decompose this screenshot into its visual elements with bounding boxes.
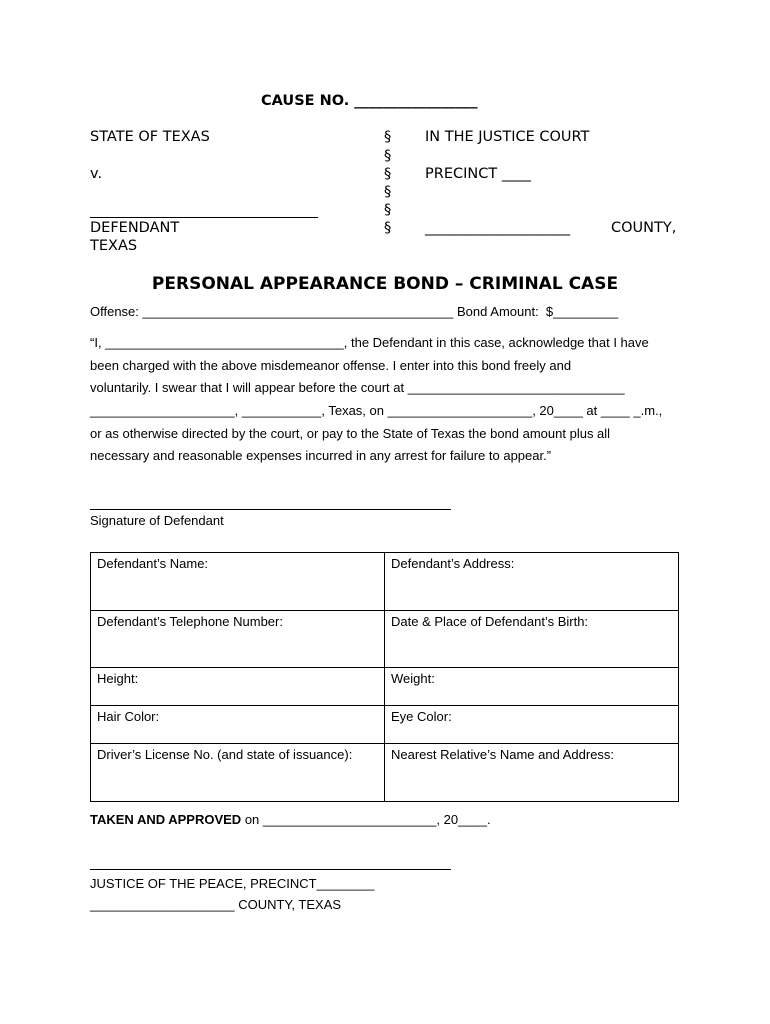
approval-date: on ________________________, 20____. bbox=[241, 812, 491, 827]
texas-label: TEXAS bbox=[90, 238, 138, 254]
court-label: IN THE JUSTICE COURT bbox=[425, 129, 590, 145]
section-mark: § bbox=[384, 202, 392, 218]
table-row bbox=[91, 668, 679, 706]
body-line: or as otherwise directed by the court, or pay to the State of Texas the bond amount plus all bbox=[90, 426, 611, 441]
defendant-blank-line bbox=[90, 217, 318, 218]
justice-signature-line bbox=[90, 869, 451, 870]
body-line: “I, _________________________________, the Defendant in this case, acknowledge that I have bbox=[90, 335, 649, 350]
drivers-license-cell: Driver’s License No. (and state of issuance): bbox=[91, 744, 385, 802]
body-line: voluntarily. I swear that I will appear before the court at ______________________________ bbox=[90, 380, 625, 395]
table-row bbox=[91, 706, 679, 744]
signature-label: Signature of Defendant bbox=[90, 513, 224, 528]
offense-line: Offense: ___________________________________________ Bond Amount: $_________ bbox=[90, 304, 619, 319]
nearest-relative-cell: Nearest Relative’s Name and Address: bbox=[385, 744, 679, 802]
state-label: STATE OF TEXAS bbox=[90, 129, 210, 145]
versus-label: v. bbox=[90, 166, 103, 182]
weight-cell: Weight: bbox=[385, 668, 679, 706]
telephone-cell: Defendant’s Telephone Number: bbox=[91, 611, 385, 668]
county-label: COUNTY, bbox=[611, 220, 677, 236]
section-mark: § bbox=[384, 184, 392, 200]
justice-precinct: JUSTICE OF THE PEACE, PRECINCT________ bbox=[90, 876, 375, 891]
table-row bbox=[91, 553, 679, 611]
defendant-name-cell: Defendant’s Name: bbox=[91, 553, 385, 611]
body-line: been charged with the above misdemeanor offense. I enter into this bond freely and bbox=[90, 358, 572, 373]
hair-color-cell: Hair Color: bbox=[91, 706, 385, 744]
defendant-address-cell: Defendant’s Address: bbox=[385, 553, 679, 611]
document-title: PERSONAL APPEARANCE BOND – CRIMINAL CASE bbox=[151, 274, 619, 294]
approval-label: TAKEN AND APPROVED bbox=[90, 812, 242, 827]
section-mark: § bbox=[384, 148, 392, 164]
cause-number: CAUSE NO. _________________ bbox=[261, 93, 478, 109]
section-mark: § bbox=[384, 220, 392, 236]
county-blank: ____________________ bbox=[425, 220, 570, 236]
body-line: necessary and reasonable expenses incurred in any arrest for failure to appear.” bbox=[90, 448, 552, 463]
eye-color-cell: Eye Color: bbox=[385, 706, 679, 744]
birth-cell: Date & Place of Defendant’s Birth: bbox=[385, 611, 679, 668]
height-cell: Height: bbox=[91, 668, 385, 706]
table-row bbox=[91, 744, 679, 802]
section-mark: § bbox=[384, 129, 392, 145]
justice-county: ____________________ COUNTY, TEXAS bbox=[90, 897, 342, 912]
section-mark: § bbox=[384, 166, 392, 182]
signature-line bbox=[90, 509, 451, 510]
table-row bbox=[91, 611, 679, 668]
approval-line bbox=[90, 812, 491, 827]
defendant-info-table bbox=[90, 552, 679, 802]
body-line: ____________________, ___________, Texas, on ____________________, 20____ at ____ _.m., bbox=[90, 403, 663, 418]
defendant-label: DEFENDANT bbox=[90, 220, 180, 236]
precinct-label: PRECINCT ____ bbox=[425, 166, 531, 182]
